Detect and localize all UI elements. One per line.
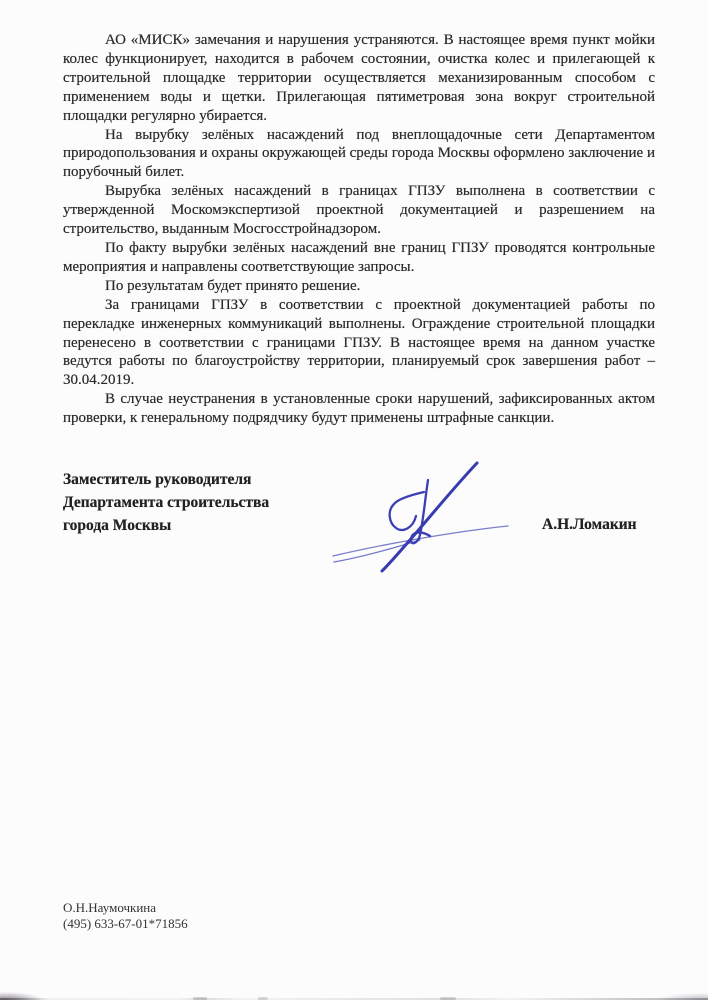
paragraph: АО «МИСК» замечания и нарушения устраняются. В настоящее время пункт мойки колес функционирует, находится в рабочем состоянии, очистка колес и прилегающей к строительной площадке территории осуществляется механизированным способом с применением воды и щетки. Прилегающая пятиметровая зона вокруг строительной площадки регулярно убирается.: [63, 32, 655, 124]
signer-title-line: Заместитель руководителя: [63, 471, 252, 488]
executor-phone: (495) 633-67-01*71856: [63, 915, 188, 931]
signer-title-line: Департамента строительства: [63, 494, 270, 511]
executor-info: [63, 900, 188, 931]
signer-name: А.Н.Ломакин: [542, 516, 637, 533]
letter-body: [63, 31, 655, 428]
executor-name: О.Н.Наумочкина: [63, 900, 157, 915]
paragraph: По факту вырубки зелёных насаждений вне границ ГПЗУ проводятся контрольные мероприятия и направлены соответствующие запросы.: [63, 239, 655, 275]
paragraph: За границами ГПЗУ в соответствии с проектной документацией работы по перекладке инженерных коммуникаций выполнены. Ограждение строительной площадки перенесено в соответствии с границами ГПЗУ. В настоящее время на данном участке ведутся работы по благоустройству территории, планируемый срок завершения работ – 30.04.2019.: [63, 296, 655, 389]
signature-block: [0, 452, 708, 582]
signer-title: [63, 468, 269, 537]
paragraph: На вырубку зелёных насаждений под внеплощадочные сети Департаментом природопользования и охраны окружающей среды города Москвы оформлено заключение и порубочный билет.: [63, 126, 655, 181]
scan-smudge: [660, 993, 708, 1000]
scan-smudge: [0, 992, 42, 1000]
signer-title-line: города Москвы: [63, 517, 172, 534]
paragraph: Вырубка зелёных насаждений в границах ГПЗУ выполнена в соответствии с утвержденной Москомэкспертизой проектной документацией и разрешением на строительство, выданным Мосгосстройнадзором.: [63, 183, 655, 238]
paragraph: По результатам будет принято решение.: [105, 277, 361, 294]
signature-icon: [330, 452, 515, 577]
paragraph: В случае неустранения в установленные сроки нарушений, зафиксированных актом проверки, к генеральному подрядчику будут применены штрафные санкции.: [63, 391, 655, 427]
